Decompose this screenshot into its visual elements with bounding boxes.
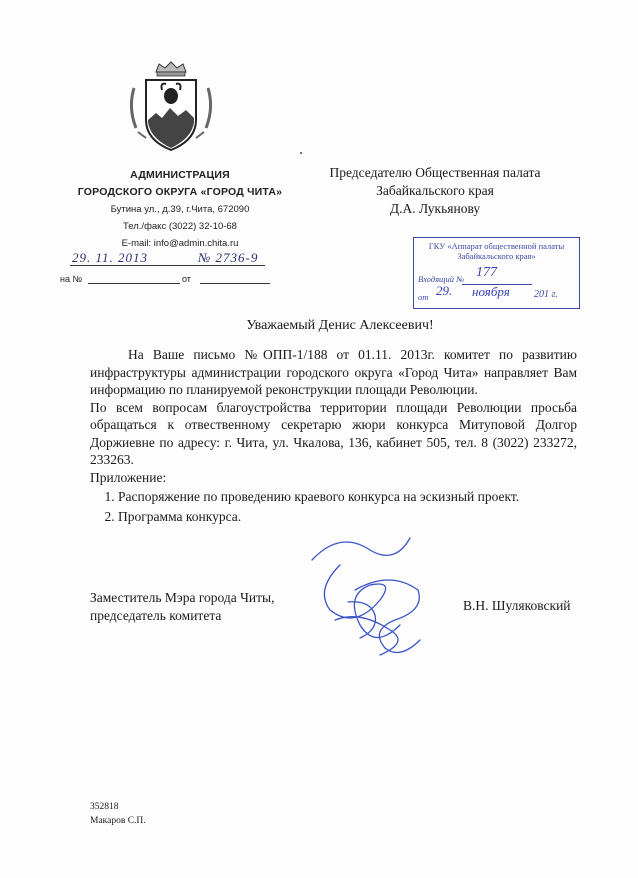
attachments-label: Приложение:	[90, 469, 167, 485]
stamp-incoming-label: Входящий №	[418, 274, 465, 284]
footer	[90, 800, 146, 828]
sender-org-line1: АДМИНИСТРАЦИЯ	[130, 169, 230, 181]
sender-email: E-mail: info@admin.chita.ru	[121, 238, 239, 249]
signatory-position	[90, 589, 274, 624]
attachment-item: 1. Распоряжение по проведению краевого конкурса на эскизный проект.	[118, 488, 577, 506]
signatory-position-line2: председатель комитета	[90, 607, 222, 623]
reply-to-number-label: на №	[60, 274, 83, 284]
sender-org-line2: ГОРОДСКОГО ОКРУГА «ГОРОД ЧИТА»	[77, 186, 283, 198]
stamp-day: 29.	[436, 283, 453, 298]
body-paragraph-2: По всем вопросам благоустройства территории площади Революции просьба обращаться к отвественному секретарю жюри конкурса Митуповой Долгор Доржиевне по адресу: г. Чита, ул. Чкалова, 136, кабинет 505, тел. 8 (3022) 233272, 233263.	[90, 399, 577, 467]
stamp-org: ГКУ «Аппарат общественной палаты Забайкальского края»	[428, 241, 565, 261]
outgoing-line	[70, 265, 265, 266]
outgoing-date-handwritten: 29. 11. 2013	[72, 250, 149, 265]
reply-from-label: от	[182, 274, 191, 284]
addressee-line1: Председателю Общественная палата	[329, 165, 541, 180]
footer-code: 352818	[90, 802, 119, 812]
stamp-month: ноября	[472, 284, 510, 299]
signatory-name: В.Н. Шуляковский	[463, 598, 571, 613]
salutation: Уважаемый Денис Алексеевич!	[246, 318, 434, 333]
attachment-item: 2. Программа конкурса.	[118, 508, 577, 526]
addressee-line2: Забайкальского края	[376, 183, 494, 198]
footer-executor: Макаров С.П.	[90, 816, 146, 826]
addressee-line3: Д.А. Лукьянову	[389, 201, 481, 216]
addressee-block	[290, 164, 580, 218]
reply-date-line	[200, 283, 270, 284]
letter-body	[90, 346, 577, 527]
sender-phone: Тел./факс (3022) 32-10-68	[123, 221, 237, 232]
sender-address: Бутина ул., д.39, г.Чита, 672090	[110, 204, 250, 215]
stamp-incoming-number: 177	[476, 265, 497, 280]
reply-number-line	[88, 283, 180, 284]
stamp-year: 201 г.	[534, 289, 558, 300]
incoming-stamp	[413, 237, 580, 309]
outgoing-number-block	[60, 247, 280, 287]
body-paragraph-1: На Ваше письмо №ОПП-1/188 от 01.11. 2013г. комитет по развитию инфраструктуры администрации городского округа «Город Чита» направляет Вам информацию по планируемой реконструкции площади Революции.	[90, 347, 577, 397]
signatory-position-line1: Заместитель Мэра города Читы,	[90, 590, 275, 605]
coat-of-arms-emblem	[126, 58, 216, 158]
stamp-from-label: от	[418, 292, 429, 302]
attachments-list	[90, 488, 577, 525]
outgoing-number-handwritten: № 2736-9	[198, 250, 259, 265]
sender-block	[60, 167, 300, 252]
handwritten-signature	[300, 530, 440, 670]
speck	[300, 152, 302, 154]
